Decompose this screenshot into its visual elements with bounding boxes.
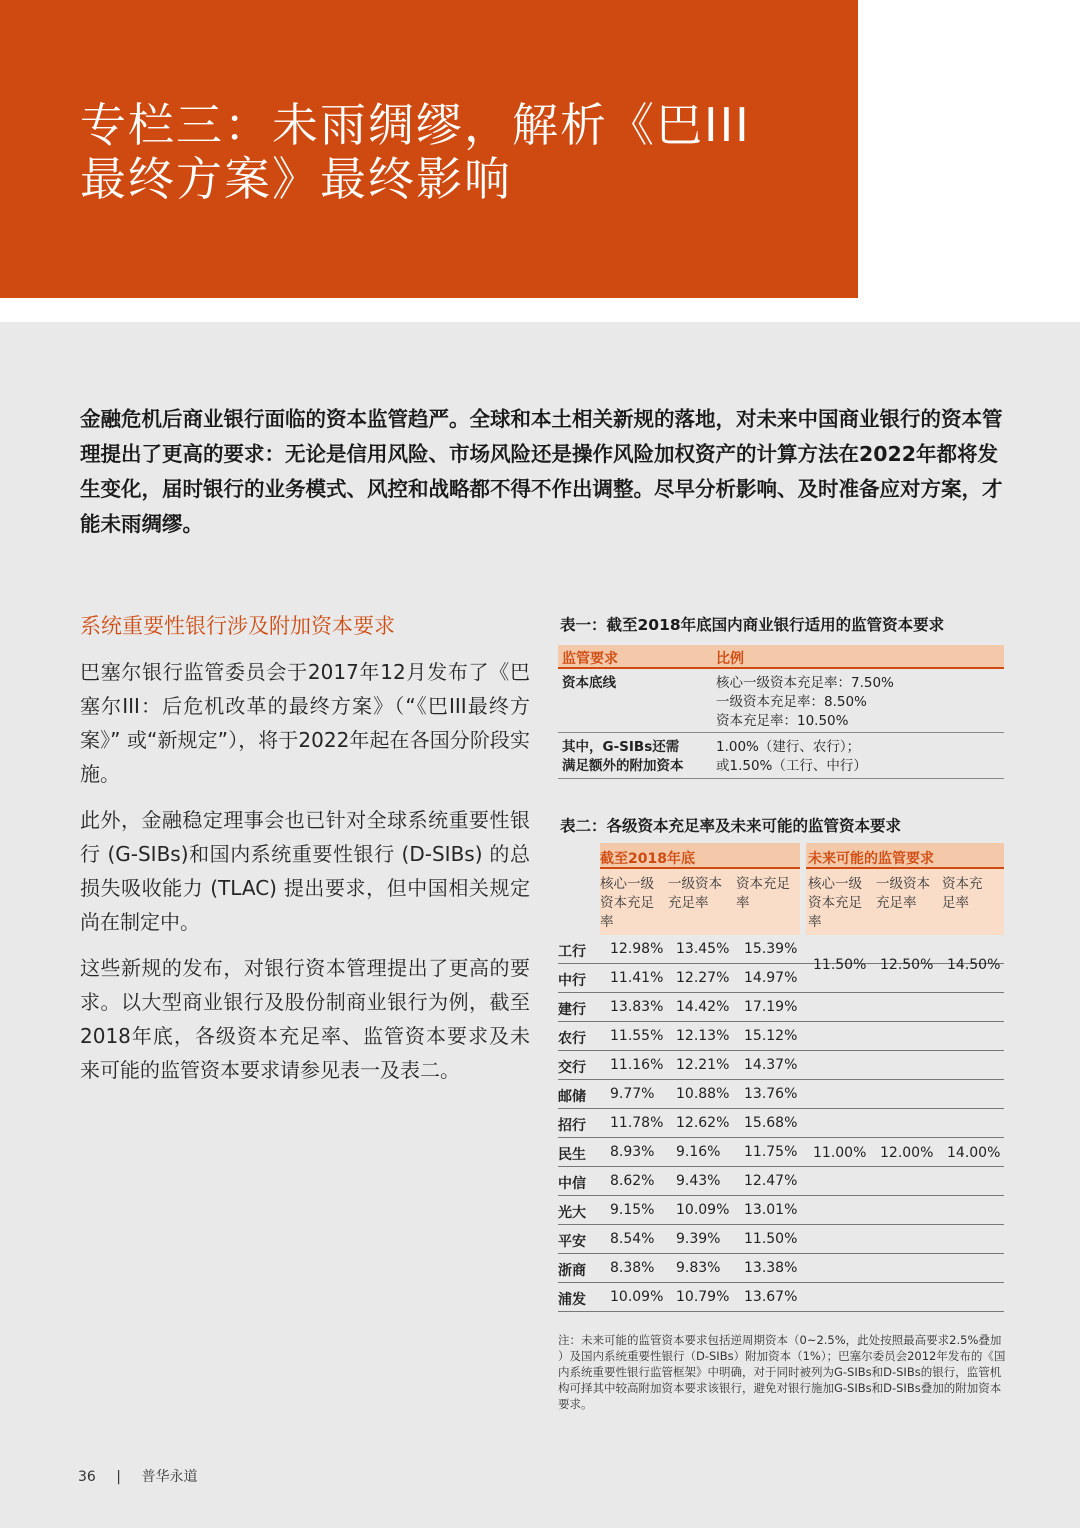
table2-cell: 9.39%	[676, 1231, 721, 1247]
bank-name: 平安	[558, 1234, 586, 1250]
table2-cell: 8.62%	[610, 1173, 655, 1189]
body-text	[80, 655, 530, 1099]
table2-cell: 13.83%	[610, 999, 664, 1015]
table2-cell: 15.68%	[744, 1115, 798, 1131]
table-row	[558, 1167, 1004, 1196]
table-row	[558, 733, 1004, 779]
lead-paragraph: 金融危机后商业银行面临的资本监管趋严。全球和本土相关新规的落地，对未来中国商业银行的资本管理提出了更高的要求：无论是信用风险、市场风险还是操作风险加权资产的计算方法在2022年都将发生变化，届时银行的业务模式、风控和战略都不得不作出调整。尽早分析影响、及时准备应对方案，才能未雨绸缪。	[80, 407, 1003, 536]
table2-cell: 12.98%	[610, 941, 664, 957]
table-row	[558, 1196, 1004, 1225]
bank-name: 农行	[558, 1031, 586, 1047]
table1-value: 资本充足率：10.50%	[716, 713, 849, 729]
table1-header-ratio: 比例	[716, 651, 744, 667]
table1-value: 核心一级资本充足率：7.50%	[716, 675, 894, 691]
bank-name: 浦发	[558, 1292, 586, 1308]
table2-cell: 12.13%	[676, 1028, 730, 1044]
table2-cell: 13.67%	[744, 1289, 798, 1305]
table-note: 注：未来可能的监管资本要求包括逆周期资本（0~2.5%，此处按照最高要求2.5%叠加 ）及国内系统重要性银行（D-SIBs）附加资本（1%）；巴塞尔委员会2012年发布的《国内系统重要性银行监管框架》中明确，对于同时被列为G-SIBs和D-SIBs的银行，监管机构可择其中较高附加资本要求该银行，避免对银行施加G-SIBs和D-SIBs叠加的附加资本要求。	[558, 1333, 1006, 1411]
table2-cell: 13.45%	[676, 941, 730, 957]
future-gsib-cet1: 11.50%	[813, 957, 867, 973]
table1	[558, 645, 1004, 779]
table1-value: 或1.50%（工行、中行）	[716, 758, 867, 774]
table-row	[558, 1080, 1004, 1109]
table2-column-header	[736, 875, 790, 913]
bank-name: 中行	[558, 973, 586, 989]
table2-cell: 11.55%	[610, 1028, 664, 1044]
table2-column-header	[942, 875, 983, 913]
table2-column-header-line: 足率	[942, 895, 969, 911]
table1-req: 其中，G-SIBs还需	[562, 739, 680, 755]
table2-cell: 9.43%	[676, 1173, 721, 1189]
table2-cell: 8.38%	[610, 1260, 655, 1276]
table2-group-header	[558, 843, 1004, 869]
table1-header-req: 监管要求	[562, 651, 618, 667]
table2-cell: 12.21%	[676, 1057, 730, 1073]
table2-body	[558, 935, 1004, 1311]
bank-name: 工行	[558, 944, 586, 960]
table2-column-header-line: 充足率	[876, 895, 917, 911]
future-gsib-car: 14.50%	[947, 957, 1001, 973]
table2-cell: 12.47%	[744, 1173, 798, 1189]
table2-column-header-line: 资本充	[942, 876, 983, 892]
future-other-cet1: 11.00%	[813, 1145, 867, 1161]
table2-cell: 14.42%	[676, 999, 730, 1015]
bank-name: 浙商	[558, 1263, 586, 1279]
table2-column-header-line: 核心一级	[600, 876, 654, 892]
table2-cell: 10.79%	[676, 1289, 730, 1305]
page-title	[80, 98, 850, 206]
table1-req: 满足额外的附加资本	[562, 758, 684, 774]
page-number: 36	[78, 1469, 96, 1485]
footer-separator: |	[116, 1469, 121, 1485]
future-gsib-t1: 12.50%	[880, 957, 934, 973]
body-paragraph: 此外，金融稳定理事会也已针对全球系统重要性银行 (G-SIBs)和国内系统重要性银行 (D-SIBs) 的总损失吸收能力 (TLAC) 提出要求，但中国相关规定尚在制定中。	[80, 808, 530, 934]
table2-cell: 9.83%	[676, 1260, 721, 1276]
table-row	[558, 1254, 1004, 1283]
table2-column-header-line: 率	[736, 895, 750, 911]
body-paragraph: 巴塞尔银行监管委员会于2017年12月发布了《巴塞尔III：后危机改革的最终方案》（“《巴III最终方案》” 或“新规定”），将于2022年起在各国分阶段实施。	[80, 660, 530, 786]
table2-cell: 10.09%	[610, 1289, 664, 1305]
table2-cell: 14.97%	[744, 970, 798, 986]
bank-name: 民生	[558, 1147, 586, 1163]
table-row	[558, 1283, 1004, 1312]
table2-cell: 10.88%	[676, 1086, 730, 1102]
table2-cell: 11.50%	[744, 1231, 798, 1247]
table2-group-future: 未来可能的监管要求	[808, 851, 934, 867]
table2-cell: 8.93%	[610, 1144, 655, 1160]
table2	[558, 843, 1004, 1311]
table2-cell: 11.41%	[610, 970, 664, 986]
table2-cell: 11.78%	[610, 1115, 664, 1131]
table2-cell: 10.09%	[676, 1202, 730, 1218]
table2-column-header-line: 率	[808, 914, 822, 930]
table2-column-header	[600, 875, 654, 932]
bank-name: 中信	[558, 1176, 586, 1192]
table2-column-header-line: 一级资本	[668, 876, 722, 892]
section-heading: 系统重要性银行涉及附加资本要求	[80, 614, 395, 638]
bank-name: 交行	[558, 1060, 586, 1076]
bank-name: 光大	[558, 1205, 586, 1221]
title-banner	[0, 0, 858, 298]
table2-column-header-line: 资本充足	[808, 895, 862, 911]
table2-cell: 15.12%	[744, 1028, 798, 1044]
table2-cell: 8.54%	[610, 1231, 655, 1247]
table1-title: 表一：截至2018年底国内商业银行适用的监管资本要求	[560, 616, 945, 634]
table-row	[558, 964, 1004, 993]
bank-name: 建行	[558, 1002, 586, 1018]
table1-value: 1.00%（建行、农行）；	[716, 739, 861, 755]
table1-header	[558, 645, 1004, 669]
future-other-car: 14.00%	[947, 1145, 1001, 1161]
table2-cell: 9.16%	[676, 1144, 721, 1160]
table2-cell: 14.37%	[744, 1057, 798, 1073]
table1-req: 资本底线	[562, 675, 616, 691]
table2-column-header	[668, 875, 722, 913]
bank-name: 邮储	[558, 1089, 586, 1105]
table2-column-header	[808, 875, 862, 932]
table2-column-header-line: 一级资本	[876, 876, 930, 892]
footer	[78, 1466, 213, 1486]
table2-group-current: 截至2018年底	[600, 851, 695, 867]
table2-column-header-line: 资本充足	[736, 876, 790, 892]
table2-title: 表二：各级资本充足率及未来可能的监管资本要求	[560, 817, 902, 835]
title-line-2: 最终方案》最终影响	[80, 152, 512, 206]
table2-cell: 9.77%	[610, 1086, 655, 1102]
table2-column-header-line: 资本充足	[600, 895, 654, 911]
table2-cell: 9.15%	[610, 1202, 655, 1218]
table2-cell: 11.75%	[744, 1144, 798, 1160]
table-row	[558, 935, 1004, 964]
table-row	[558, 1138, 1004, 1167]
table2-column-header-line: 率	[600, 914, 614, 930]
table-row	[558, 993, 1004, 1022]
table-row	[558, 669, 1004, 733]
table2-cell: 17.19%	[744, 999, 798, 1015]
table-row	[558, 1225, 1004, 1254]
table2-cell: 13.38%	[744, 1260, 798, 1276]
future-other-t1: 12.00%	[880, 1145, 934, 1161]
table2-cell: 12.62%	[676, 1115, 730, 1131]
table2-column-header-line: 核心一级	[808, 876, 862, 892]
table2-column-header	[876, 875, 930, 913]
body-paragraph: 这些新规的发布，对银行资本管理提出了更高的要求。以大型商业银行及股份制商业银行为例，截至2018年底，各级资本充足率、监管资本要求及未来可能的监管资本要求请参见表一及表二。	[80, 956, 530, 1082]
bank-name: 招行	[558, 1118, 586, 1134]
table-row	[558, 1022, 1004, 1051]
table-row	[558, 1109, 1004, 1138]
header-white-strip	[882, 0, 1080, 322]
title-line-1: 专栏三：未雨绸缪，解析《巴III	[80, 98, 751, 152]
table2-cell: 11.16%	[610, 1057, 664, 1073]
footer-brand: 普华永道	[141, 1469, 198, 1485]
table1-value: 一级资本充足率：8.50%	[716, 694, 867, 710]
table2-cell: 13.01%	[744, 1202, 798, 1218]
table2-cell: 12.27%	[676, 970, 730, 986]
table2-cell: 15.39%	[744, 941, 798, 957]
table-row	[558, 1051, 1004, 1080]
table2-column-headers	[558, 869, 1004, 935]
table2-cell: 13.76%	[744, 1086, 798, 1102]
table2-column-header-line: 充足率	[668, 895, 709, 911]
